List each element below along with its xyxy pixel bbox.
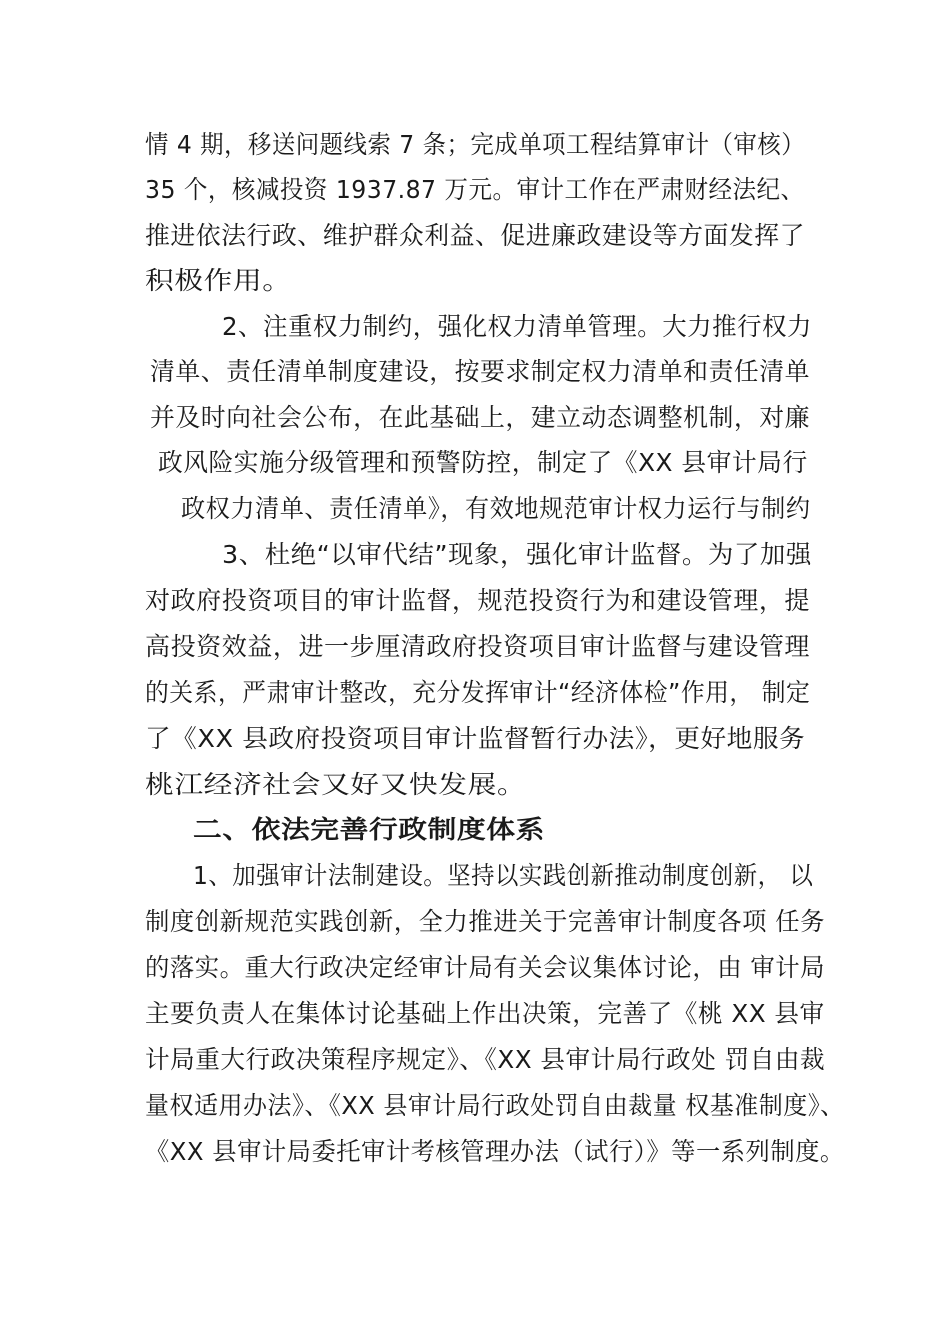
body-line: 计局重大行政决策程序规定》、《XX 县审计局行政处 罚自由裁 [145, 1045, 826, 1074]
body-line: 政权力清单、责任清单》，有效地规范审计权力运行与制约 [181, 494, 811, 523]
body-line: 2、注重权力制约，强化权力清单管理。大力推行权力 [222, 312, 812, 341]
body-line: 35 个，核减投资 1937.87 万元。审计工作在严肃财经法纪、 [145, 175, 805, 204]
body-line: 推进依法行政、维护群众利益、促进廉政建设等方面发挥了 [145, 221, 806, 250]
body-line: 制度创新规范实践创新，全力推进关于完善审计制度各项 任务 [145, 907, 825, 936]
body-line: 政风险实施分级管理和预警防控，制定了《XX 县审计局行 [158, 448, 808, 477]
body-line: 情 4 期，移送问题线索 7 条；完成单项工程结算审计（审核） [145, 130, 806, 159]
body-line: 量权适用办法》、《XX 县审计局行政处罚自由裁量 权基准制度》、 [145, 1091, 845, 1120]
body-line: 清单、责任清单制度建设，按要求制定权力清单和责任清单 [150, 357, 811, 386]
body-line: 积极作用。 [145, 266, 292, 295]
section-heading: 二、依法完善行政制度体系 [193, 815, 545, 844]
body-line: 并及时向社会公布，在此基础上，建立动态调整机制，对廉 [150, 403, 811, 432]
body-line: 高投资效益，进一步厘清政府投资项目审计监督与建设管理 [145, 632, 811, 661]
body-line: 的关系，严肃审计整改，充分发挥审计“经济体检”作用， 制定 [145, 678, 811, 707]
body-line: 3、杜绝“以审代结”现象，强化审计监督。为了加强 [222, 540, 812, 569]
body-line: 的落实。重大行政决定经审计局有关会议集体讨论，由 审计局 [145, 953, 825, 982]
body-line: 桃江经济社会又好又快发展。 [145, 770, 527, 799]
body-line: 1、加强审计法制建设。坚持以实践创新推动制度创新， 以 [193, 861, 814, 890]
body-line: 《XX 县审计局委托审计考核管理办法（试行）》等一系列制度。 [145, 1137, 845, 1166]
body-line: 主要负责人在集体讨论基础上作出决策，完善了《桃 XX 县审 [145, 999, 825, 1028]
body-line: 了《XX 县政府投资项目审计监督暂行办法》，更好地服务 [145, 724, 806, 753]
body-line: 对政府投资项目的审计监督，规范投资行为和建设管理，提 [145, 586, 811, 615]
